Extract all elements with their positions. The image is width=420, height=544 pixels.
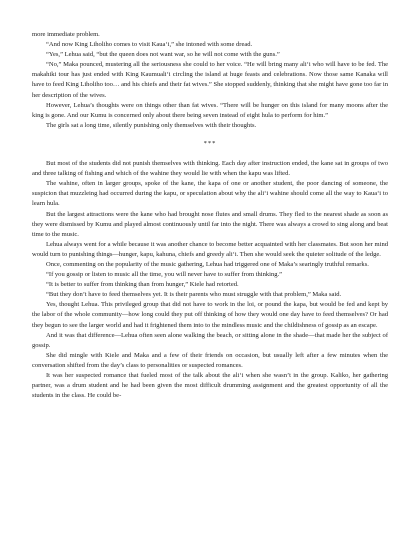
body-text-part2 [32,159,388,401]
paragraph: “And now King Liholiho comes to visit Kaua‘i,” she intoned with some dread. [46,41,253,49]
paragraph: “It is better to suffer from thinking than from hunger,” Kiele had retorted. [46,281,239,289]
paragraph: But the largest attractions were the kane who had brought nose flutes and small drums. They fled to the nearest shade as soon as they were dismissed by Kumu and played almost continuously until far into the night. There was always a crowd to sing along and beat time to the music. [32,210,388,238]
body-text-part1 [32,30,388,131]
paragraph: “But they don’t have to feed themselves yet. It is their parents who must struggle with that problem,” Maka said. [46,291,342,299]
paragraph: Yes, thought Lehua. This privileged group that did not have to work in the loi, or pound the kapa, but would be fed and kept by the labor of the whole community—how long could they put off thinking of how they would one day have to feed themselves? Or had they begun to see the larger world and had it frightened them into to the mindless music and the childishness of gossip as an escape. [32,301,388,329]
section-break: *** [203,139,217,147]
paragraph: The wahine, often in larger groups, spoke of the kane, the kapa of one or another student, the poor dancing of someone, the suspicion that muzzleing had occurred during the kapu, or speculation about why the ali‘i wahine should come all the way to Kaua‘i to learn hula. [32,180,388,208]
paragraph: “Yes,” Lehua said, “but the queen does not want war, so he will not come with the guns.” [46,51,280,59]
paragraph: “If you gossip or listen to music all the time, you will never have to suffer from thinking.” [46,271,283,279]
paragraph: But most of the students did not punish themselves with thinking. Each day after instruction ended, the kane sat in groups of two and three talking of fishing and which of the wahine they would lie with when the kapu was lifted. [32,160,388,178]
paragraph: Lehua always went for a while because it was another chance to become better acquainted with her classmates. But soon her mind would turn to punishing things—hunger, kapu, kahuna, chiefs and greedy ali‘i. Then she would seek the quieter solitude of the ledge. [32,240,388,258]
paragraph: Once, commenting on the popularity of the music gathering, Lehua had triggered one of Maka’s searingly truthful remarks. [46,260,369,268]
paragraph: However, Lehua’s thoughts were on things other than fat wives. “There will be hunger on this island for many moons after the king is gone. And our Kumu is concerned only about there being seven instead of eight hula to perform for him.” [32,101,388,119]
paragraph: She did mingle with Kiele and Maka and a few of their friends on occasion, but usually left after a few minutes when the conversation shifted from the day’s class to personalities or suspected romances. [32,351,388,369]
paragraph: “No,” Maka pounced, mustering all the seriousness she could to her voice. “He will bring many ali‘i who will have to be fed. The makahiki tour has just ended with King Kaumuali‘i circling the island at huge feasts and celebrations. Now those same Kanaka will have to feed King Liholiho too… and his chiefs and their fat wives.” She stopped suddenly, thinking that she might have gone too far in her description of the wives. [32,61,388,99]
paragraph: more immediate problem. [32,31,100,38]
paragraph: And it was that difference—Lehua often seen alone walking the beach, or sitting alone in the shade—that made her the subject of gossip. [32,331,388,349]
paragraph: It was her suspected romance that fueled most of the talk about the ali‘i when she wasn’t in the group. Kaliko, her gathering partner, was a drum student and he had been given the most difficult drumming assignment and the greatest opportunity of all the students in the class. He could be- [32,372,388,400]
paragraph: The girls sat a long time, silently punishing only themselves with their thoughts. [46,121,257,129]
